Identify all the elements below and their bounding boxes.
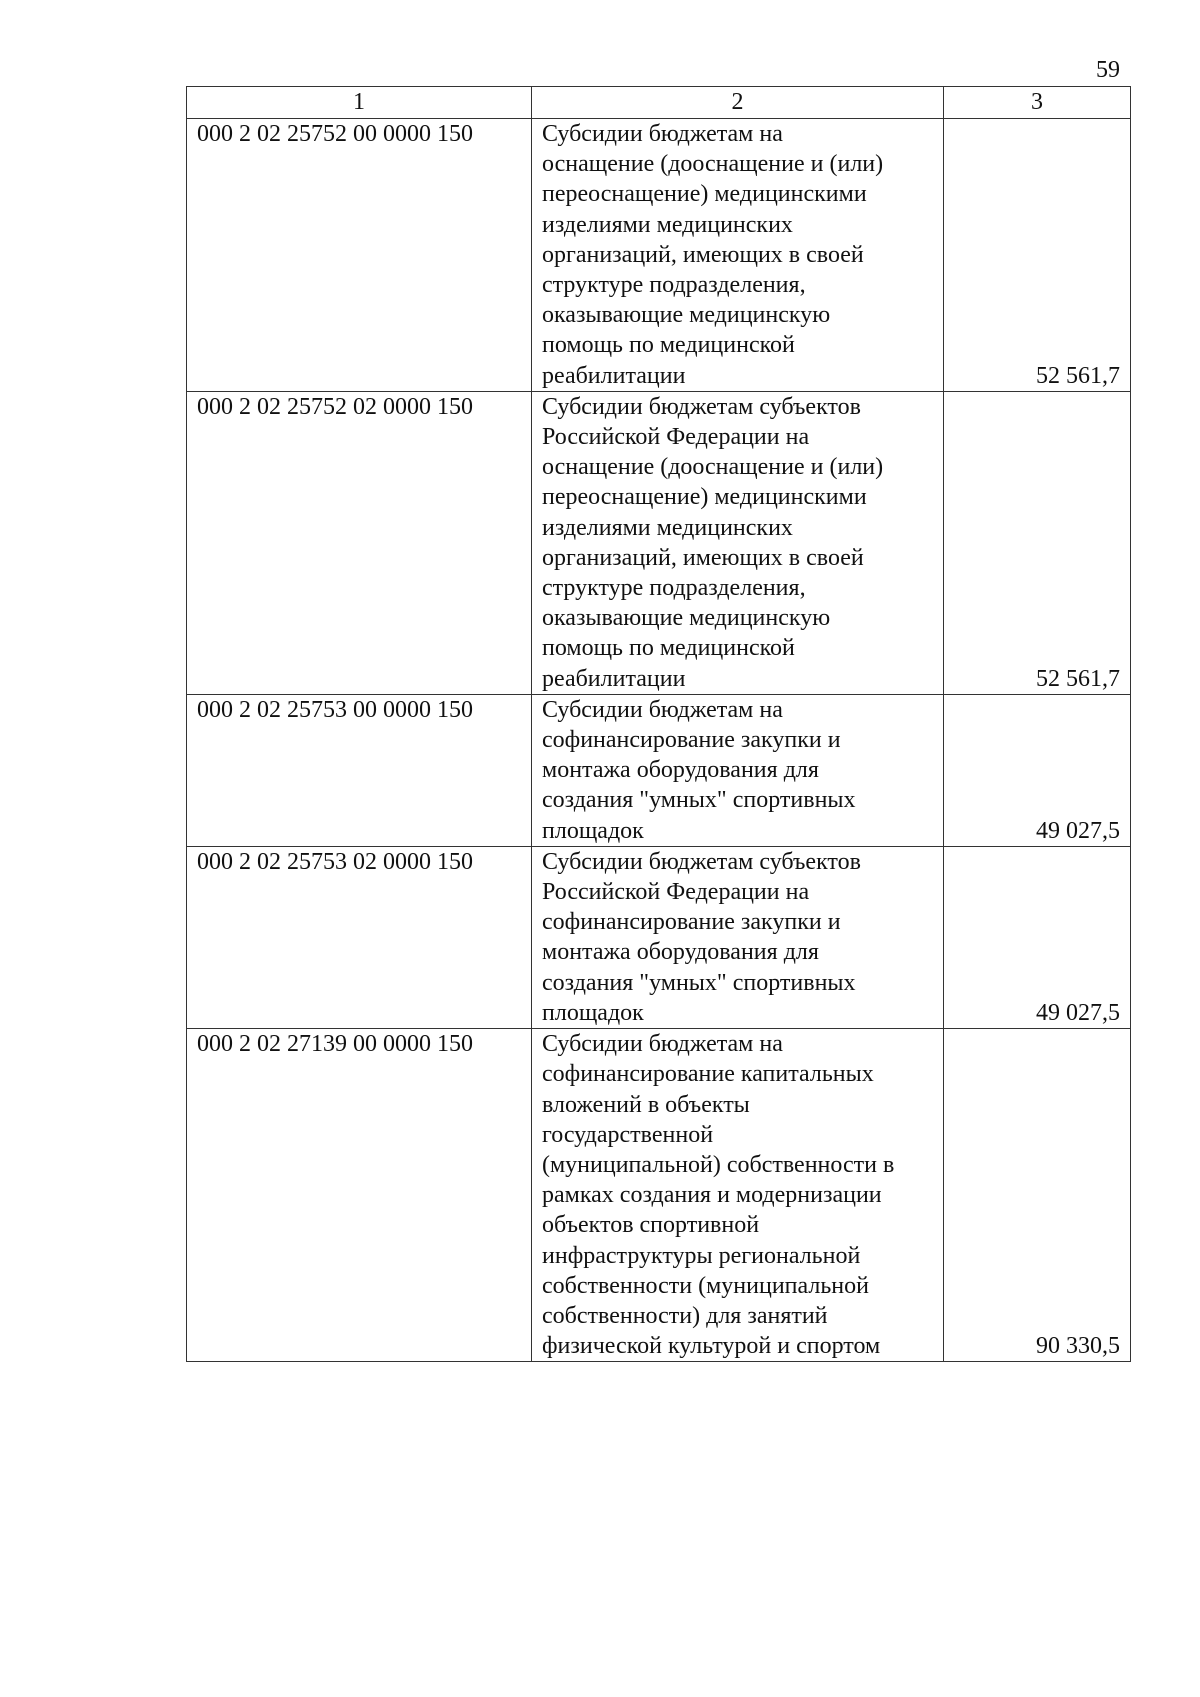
budget-revenue-table xyxy=(186,86,1131,1362)
description-line: софинансирование закупки и xyxy=(542,909,841,936)
table-row xyxy=(187,119,1131,392)
description-line: Субсидии бюджетам субъектов xyxy=(542,393,861,420)
description-line: объектов спортивной xyxy=(542,1212,760,1239)
column-header-2: 2 xyxy=(532,87,944,119)
description-line: оказывающие медицинскую xyxy=(542,605,831,632)
amount-cell: 49 027,5 xyxy=(944,846,1131,1028)
description-line: оказывающие медицинскую xyxy=(542,302,831,329)
description-cell xyxy=(532,694,944,846)
amount-cell: 90 330,5 xyxy=(944,1029,1131,1362)
description-line: вложений в объекты xyxy=(542,1091,750,1118)
description-line: Российской Федерации на xyxy=(542,879,810,906)
description-line: Субсидии бюджетам на xyxy=(542,696,783,723)
description-line: организаций, имеющих в своей xyxy=(542,241,864,268)
description-line: Субсидии бюджетам субъектов xyxy=(542,848,861,875)
description-cell xyxy=(532,1029,944,1362)
description-line: изделиями медицинских xyxy=(542,211,793,238)
description-line: реабилитации xyxy=(542,362,686,389)
description-line: помощь по медицинской xyxy=(542,635,795,662)
description-line: Субсидии бюджетам на xyxy=(542,121,783,147)
description-line: площадок xyxy=(542,999,644,1026)
description-line: площадок xyxy=(542,817,644,844)
table-row xyxy=(187,846,1131,1028)
description-line: (муниципальной) собственности в xyxy=(542,1151,895,1178)
description-line: инфраструктуры региональной xyxy=(542,1242,861,1269)
amount-cell: 52 561,7 xyxy=(944,391,1131,694)
description-line: реабилитации xyxy=(542,665,686,692)
amount-cell: 52 561,7 xyxy=(944,119,1131,392)
description-line: организаций, имеющих в своей xyxy=(542,544,864,571)
description-line: рамках создания и модернизации xyxy=(542,1182,882,1209)
budget-code-cell: 000 2 02 25752 00 0000 150 xyxy=(187,119,532,392)
amount-cell: 49 027,5 xyxy=(944,694,1131,846)
description-line: собственности) для занятий xyxy=(542,1302,828,1329)
budget-code-cell: 000 2 02 25753 00 0000 150 xyxy=(187,694,532,846)
table-row xyxy=(187,391,1131,694)
description-line: Субсидии бюджетам на xyxy=(542,1031,783,1058)
table-row xyxy=(187,694,1131,846)
description-line: помощь по медицинской xyxy=(542,332,795,359)
description-line: государственной xyxy=(542,1121,714,1148)
description-line: структуре подразделения, xyxy=(542,575,806,602)
description-line: переоснащение) медицинскими xyxy=(542,181,867,208)
description-line: Российской Федерации на xyxy=(542,424,810,451)
description-line: собственности (муниципальной xyxy=(542,1272,869,1299)
table-header-row xyxy=(187,87,1131,119)
description-line: софинансирование капитальных xyxy=(542,1061,874,1088)
budget-code-cell: 000 2 02 25753 02 0000 150 xyxy=(187,846,532,1028)
column-header-3: 3 xyxy=(944,87,1131,119)
description-line: создания "умных" спортивных xyxy=(542,969,856,996)
description-line: физической культурой и спортом xyxy=(542,1333,881,1360)
table-body xyxy=(187,119,1131,1362)
description-cell xyxy=(532,391,944,694)
description-line: оснащение (дооснащение и (или) xyxy=(542,151,884,178)
description-line: монтажа оборудования для xyxy=(542,939,819,966)
description-line: монтажа оборудования для xyxy=(542,757,819,784)
budget-code-cell: 000 2 02 27139 00 0000 150 xyxy=(187,1029,532,1362)
description-cell xyxy=(532,846,944,1028)
description-line: создания "умных" спортивных xyxy=(542,787,856,814)
description-line: оснащение (дооснащение и (или) xyxy=(542,454,884,481)
column-header-1: 1 xyxy=(187,87,532,119)
description-cell xyxy=(532,119,944,392)
budget-code-cell: 000 2 02 25752 02 0000 150 xyxy=(187,391,532,694)
description-line: изделиями медицинских xyxy=(542,514,793,541)
description-line: структуре подразделения, xyxy=(542,272,806,299)
page-number: 59 xyxy=(1096,57,1120,83)
description-line: переоснащение) медицинскими xyxy=(542,484,867,511)
table-row xyxy=(187,1029,1131,1362)
description-line: софинансирование закупки и xyxy=(542,727,841,754)
